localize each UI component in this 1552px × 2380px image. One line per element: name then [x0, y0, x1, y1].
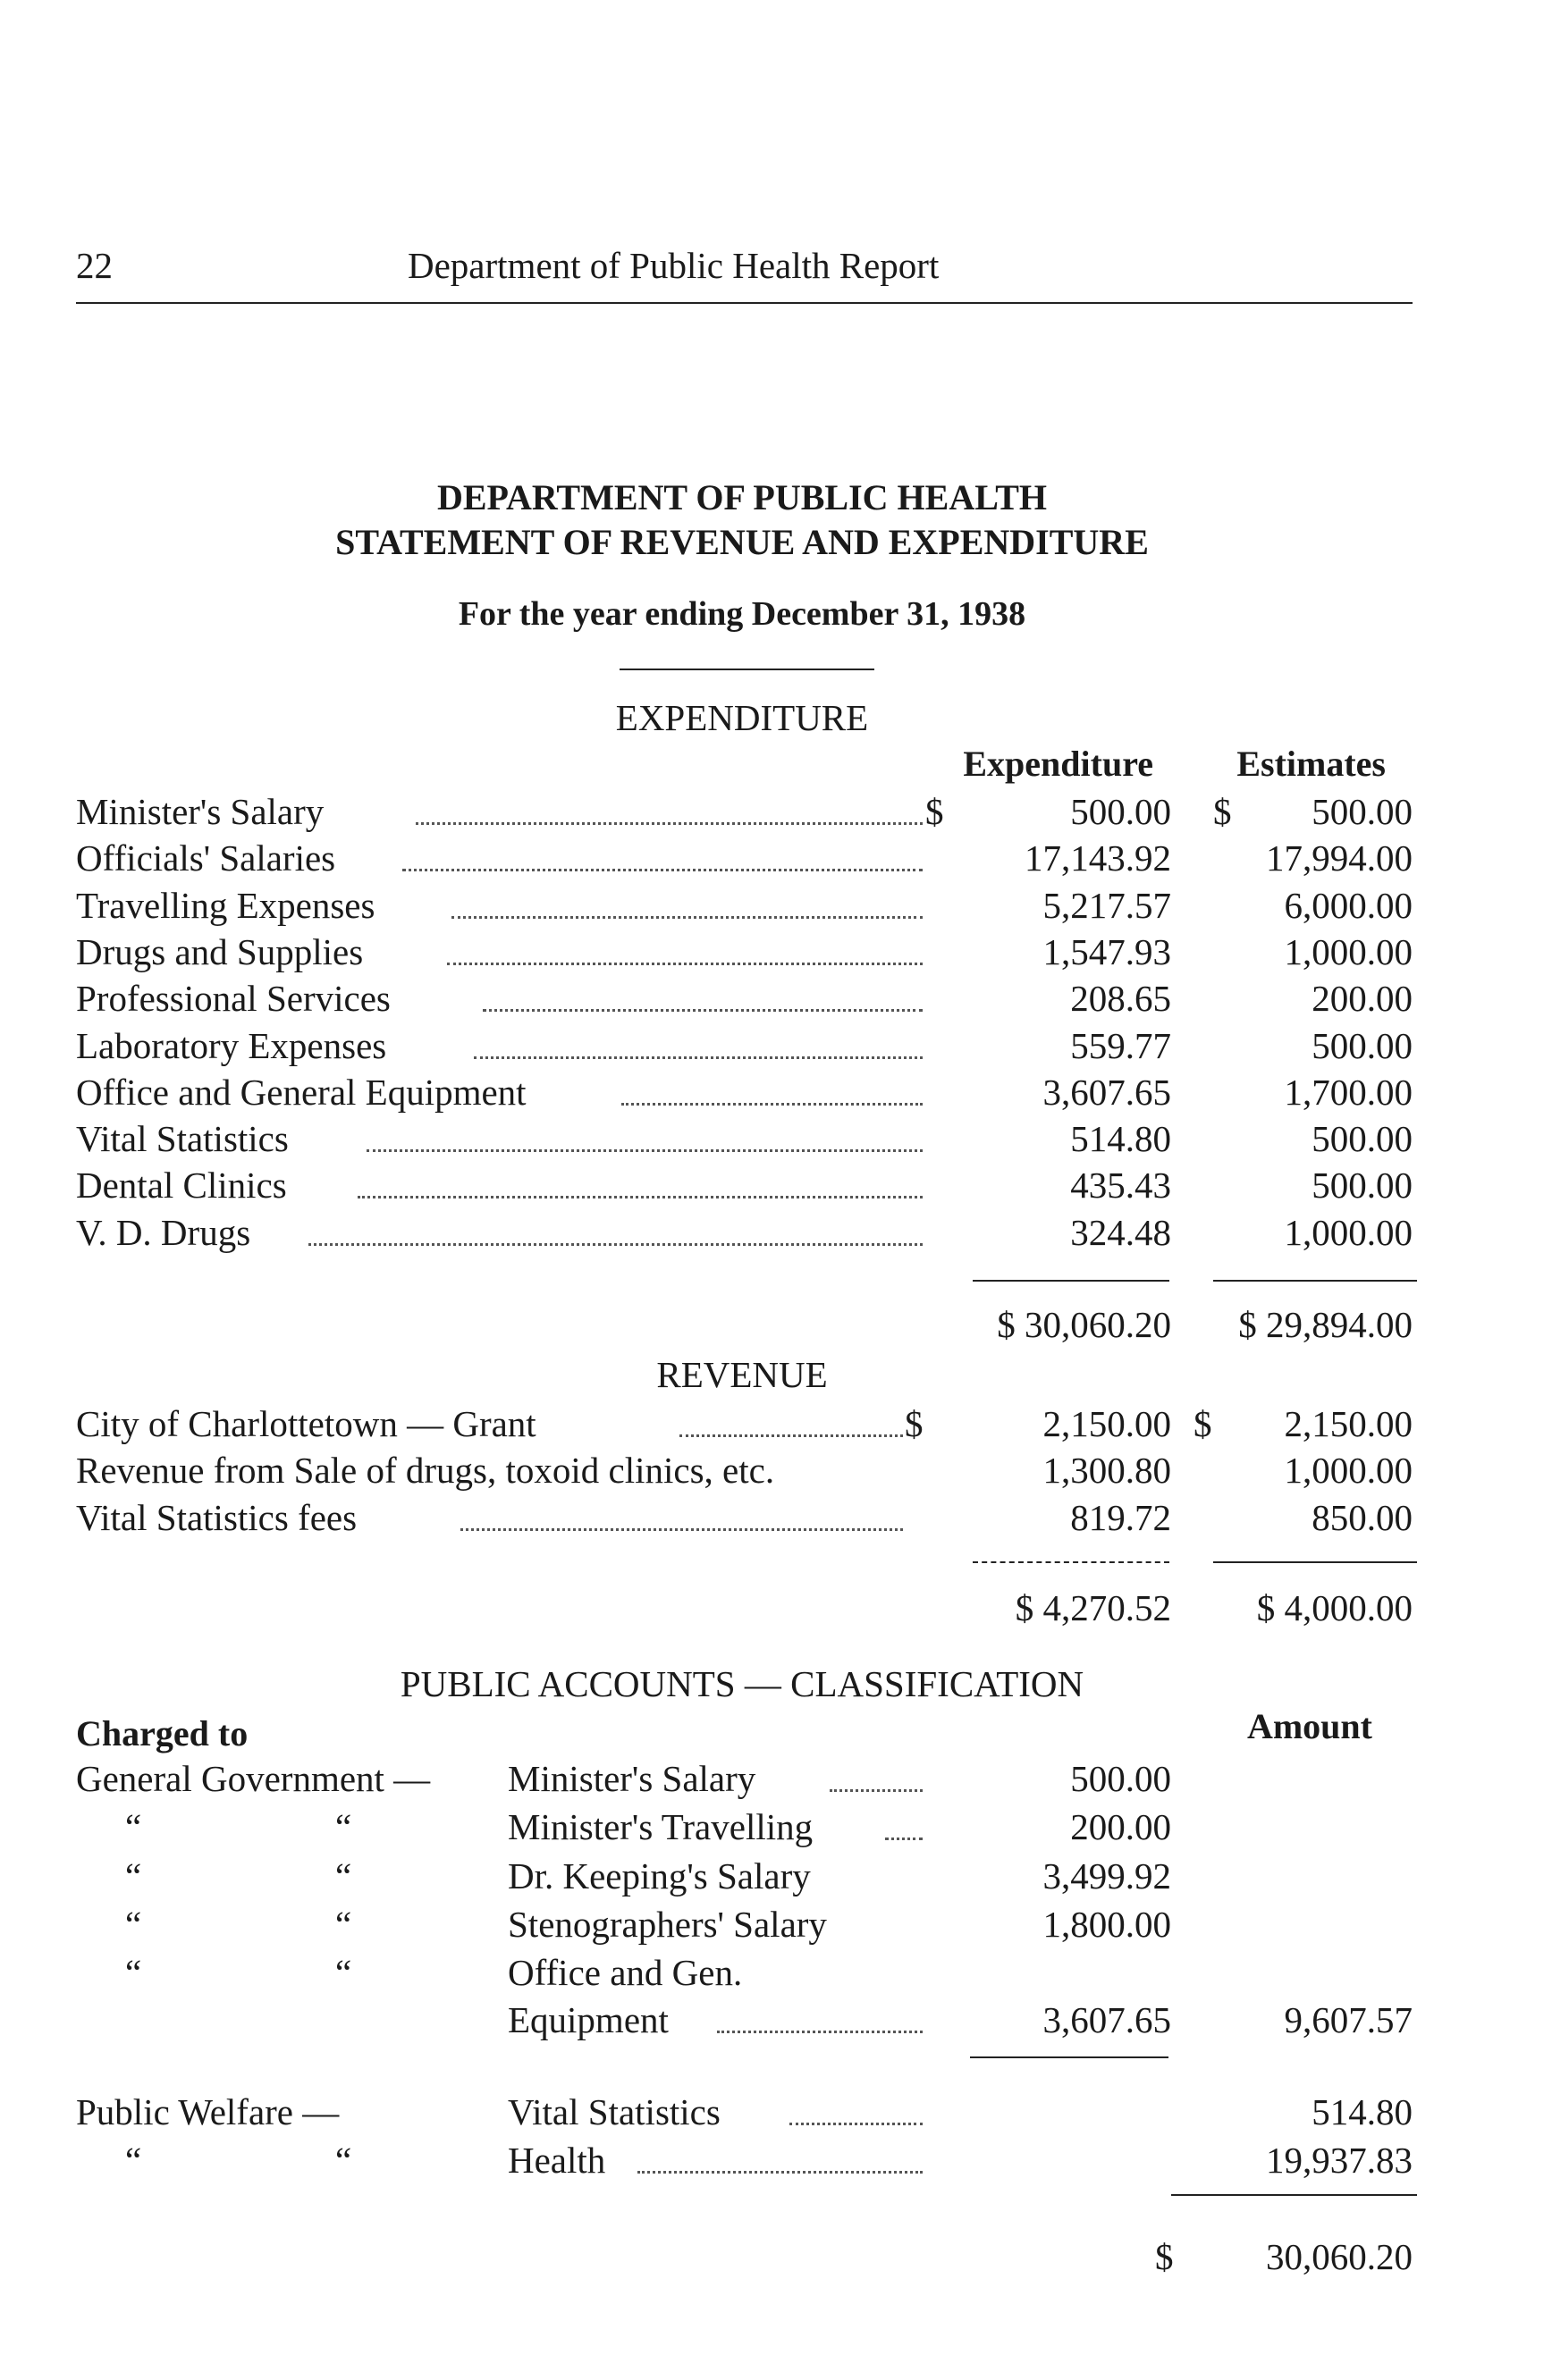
expenditure-row-leader: [367, 1149, 923, 1152]
revenue-row-label: Vital Statistics fees: [76, 1496, 358, 1538]
revenue-estimate-value: 1,000.00: [1284, 1450, 1413, 1492]
ditto-mark: “: [335, 2140, 352, 2181]
revenue-row-dollar: $: [905, 1403, 924, 1444]
revenue-row-value: 2,150.00: [1042, 1403, 1171, 1444]
title-rule: [620, 669, 874, 670]
expenditure-row-leader: [416, 822, 923, 825]
expenditure-row-label: Laboratory Expenses: [76, 1024, 387, 1066]
expenditure-row-leader: [447, 963, 923, 965]
grand-total-rule: [1171, 2194, 1417, 2196]
expenditure-row-dollar: $: [925, 791, 944, 832]
classification-item-label: Dr. Keeping's Salary: [508, 1854, 811, 1896]
estimate-row-value: 17,994.00: [1266, 837, 1413, 879]
office-equipment-label-2: Equipment: [508, 1999, 669, 2040]
running-title: Department of Public Health Report: [408, 245, 940, 286]
expenditure-row-value: 514.80: [1070, 1118, 1171, 1160]
revenue-heading: REVENUE: [656, 1354, 828, 1395]
accounts-heading: PUBLIC ACCOUNTS — CLASSIFICATION: [400, 1663, 1084, 1704]
report-title: DEPARTMENT OF PUBLIC HEALTH: [436, 477, 1048, 517]
estimate-row-value: 500.00: [1312, 1118, 1413, 1160]
expenditure-row-leader: [451, 916, 923, 919]
expenditure-row-label: Travelling Expenses: [76, 884, 375, 926]
estimate-row-value: 1,000.00: [1284, 930, 1413, 972]
revenue-total: $ 4,270.52: [1015, 1587, 1171, 1628]
welfare-item-label: Health: [508, 2140, 606, 2181]
expenditure-total-rule: [973, 1280, 1169, 1282]
expenditure-row-value: 500.00: [1070, 791, 1171, 832]
expenditure-row-label: Drugs and Supplies: [76, 930, 364, 972]
welfare-item-label: Vital Statistics: [508, 2091, 721, 2132]
revenue-row-leader: [460, 1528, 903, 1531]
ditto-mark: “: [335, 1854, 352, 1896]
revenue-total-rule: [973, 1561, 1169, 1563]
expenditure-row-label: Officials' Salaries: [76, 837, 336, 879]
estimate-row-value: 1,000.00: [1284, 1211, 1413, 1253]
estimates-total-rule: [1213, 1280, 1417, 1282]
expenditure-row-label: Dental Clinics: [76, 1165, 287, 1207]
welfare-item-leader: [637, 2171, 923, 2174]
expenditure-row-leader: [483, 1009, 923, 1012]
estimate-row-value: 500.00: [1312, 791, 1413, 832]
estimate-row-value: 6,000.00: [1284, 884, 1413, 926]
report-period: For the year ending December 31, 1938: [458, 595, 1026, 633]
col-estimates-header: Estimates: [1236, 744, 1386, 784]
expenditure-total: $ 30,060.20: [997, 1304, 1171, 1345]
revenue-row-value: 819.72: [1070, 1496, 1171, 1538]
expenditure-row-value: 208.65: [1070, 978, 1171, 1020]
amount-header: Amount: [1246, 1706, 1372, 1746]
classification-item-label: Stenographers' Salary: [508, 1903, 827, 1945]
estimate-row-value: 1,700.00: [1284, 1071, 1413, 1113]
estimate-row-value: 500.00: [1312, 1165, 1413, 1207]
expenditure-row-leader: [402, 869, 923, 871]
ditto-mark: “: [125, 1903, 142, 1945]
expenditure-row-leader: [358, 1196, 923, 1198]
revenue-estimate-value: 2,150.00: [1284, 1403, 1413, 1444]
grand-total: 30,060.20: [1266, 2236, 1413, 2277]
ditto-mark: “: [125, 1806, 142, 1848]
classification-item-label: Minister's Travelling: [508, 1806, 814, 1848]
expenditure-row-label: Office and General Equipment: [76, 1071, 527, 1113]
expenditure-row-label: V. D. Drugs: [76, 1211, 251, 1253]
general-government-label: General Government —: [76, 1758, 431, 1799]
classification-item-label: Minister's Salary: [508, 1758, 756, 1799]
ditto-mark: “: [125, 1854, 142, 1896]
estimate-row-value: 200.00: [1312, 978, 1413, 1020]
office-equipment-leader: [717, 2031, 923, 2033]
header-rule: [76, 302, 1413, 304]
col-expenditure-header: Expenditure: [963, 744, 1153, 784]
classification-item-value: 1,800.00: [1042, 1903, 1171, 1945]
revenue-row-value: 1,300.80: [1042, 1450, 1171, 1492]
revenue-estimate-dollar: $: [1194, 1403, 1212, 1444]
office-equipment-label-1: Office and Gen.: [508, 1952, 743, 1993]
expenditure-row-value: 17,143.92: [1025, 837, 1171, 879]
classification-item-value: 3,499.92: [1042, 1854, 1171, 1896]
ditto-mark: “: [125, 1952, 142, 1993]
ditto-mark: “: [125, 2140, 142, 2181]
revenue-estimates-rule: [1213, 1561, 1417, 1563]
grand-total-dollar: $: [1155, 2236, 1174, 2277]
expenditure-row-value: 3,607.65: [1042, 1071, 1171, 1113]
estimate-row-value: 500.00: [1312, 1024, 1413, 1066]
expenditure-row-value: 5,217.57: [1042, 884, 1171, 926]
estimate-row-dollar: $: [1213, 791, 1232, 832]
expenditure-row-leader: [474, 1056, 923, 1059]
welfare-item-value: 514.80: [1312, 2091, 1413, 2132]
expenditure-row-label: Professional Services: [76, 978, 391, 1020]
revenue-row-leader: [679, 1434, 903, 1437]
expenditure-row-value: 435.43: [1070, 1165, 1171, 1207]
office-equipment-value: 3,607.65: [1042, 1999, 1171, 2040]
report-subtitle: STATEMENT OF REVENUE AND EXPENDITURE: [335, 522, 1149, 562]
ditto-mark: “: [335, 1903, 352, 1945]
expenditure-row-leader: [308, 1243, 923, 1246]
expenditure-row-value: 1,547.93: [1042, 930, 1171, 972]
page-number: 22: [76, 245, 113, 286]
expenditure-row-leader: [621, 1103, 923, 1106]
welfare-item-value: 19,937.83: [1266, 2140, 1413, 2181]
expenditure-estimates-total: $ 29,894.00: [1238, 1304, 1413, 1345]
revenue-row-label: Revenue from Sale of drugs, toxoid clinics, etc.: [76, 1450, 775, 1492]
expenditure-row-label: Minister's Salary: [76, 791, 325, 832]
ditto-mark: “: [335, 1806, 352, 1848]
classification-item-value: 500.00: [1070, 1758, 1171, 1799]
revenue-estimate-value: 850.00: [1312, 1496, 1413, 1538]
expenditure-row-value: 559.77: [1070, 1024, 1171, 1066]
welfare-item-leader: [789, 2123, 923, 2125]
expenditure-row-value: 324.48: [1070, 1211, 1171, 1253]
classification-item-value: 200.00: [1070, 1806, 1171, 1848]
public-welfare-label: Public Welfare —: [76, 2091, 340, 2132]
ditto-mark: “: [335, 1952, 352, 1993]
general-government-total: 9,607.57: [1284, 1999, 1413, 2040]
charged-to-header: Charged to: [76, 1713, 249, 1753]
expenditure-heading: EXPENDITURE: [615, 697, 869, 738]
expenditure-row-label: Vital Statistics: [76, 1118, 289, 1160]
revenue-row-label: City of Charlottetown — Grant: [76, 1403, 536, 1444]
general-government-rule: [970, 2056, 1168, 2058]
revenue-estimates-total: $ 4,000.00: [1256, 1587, 1413, 1628]
